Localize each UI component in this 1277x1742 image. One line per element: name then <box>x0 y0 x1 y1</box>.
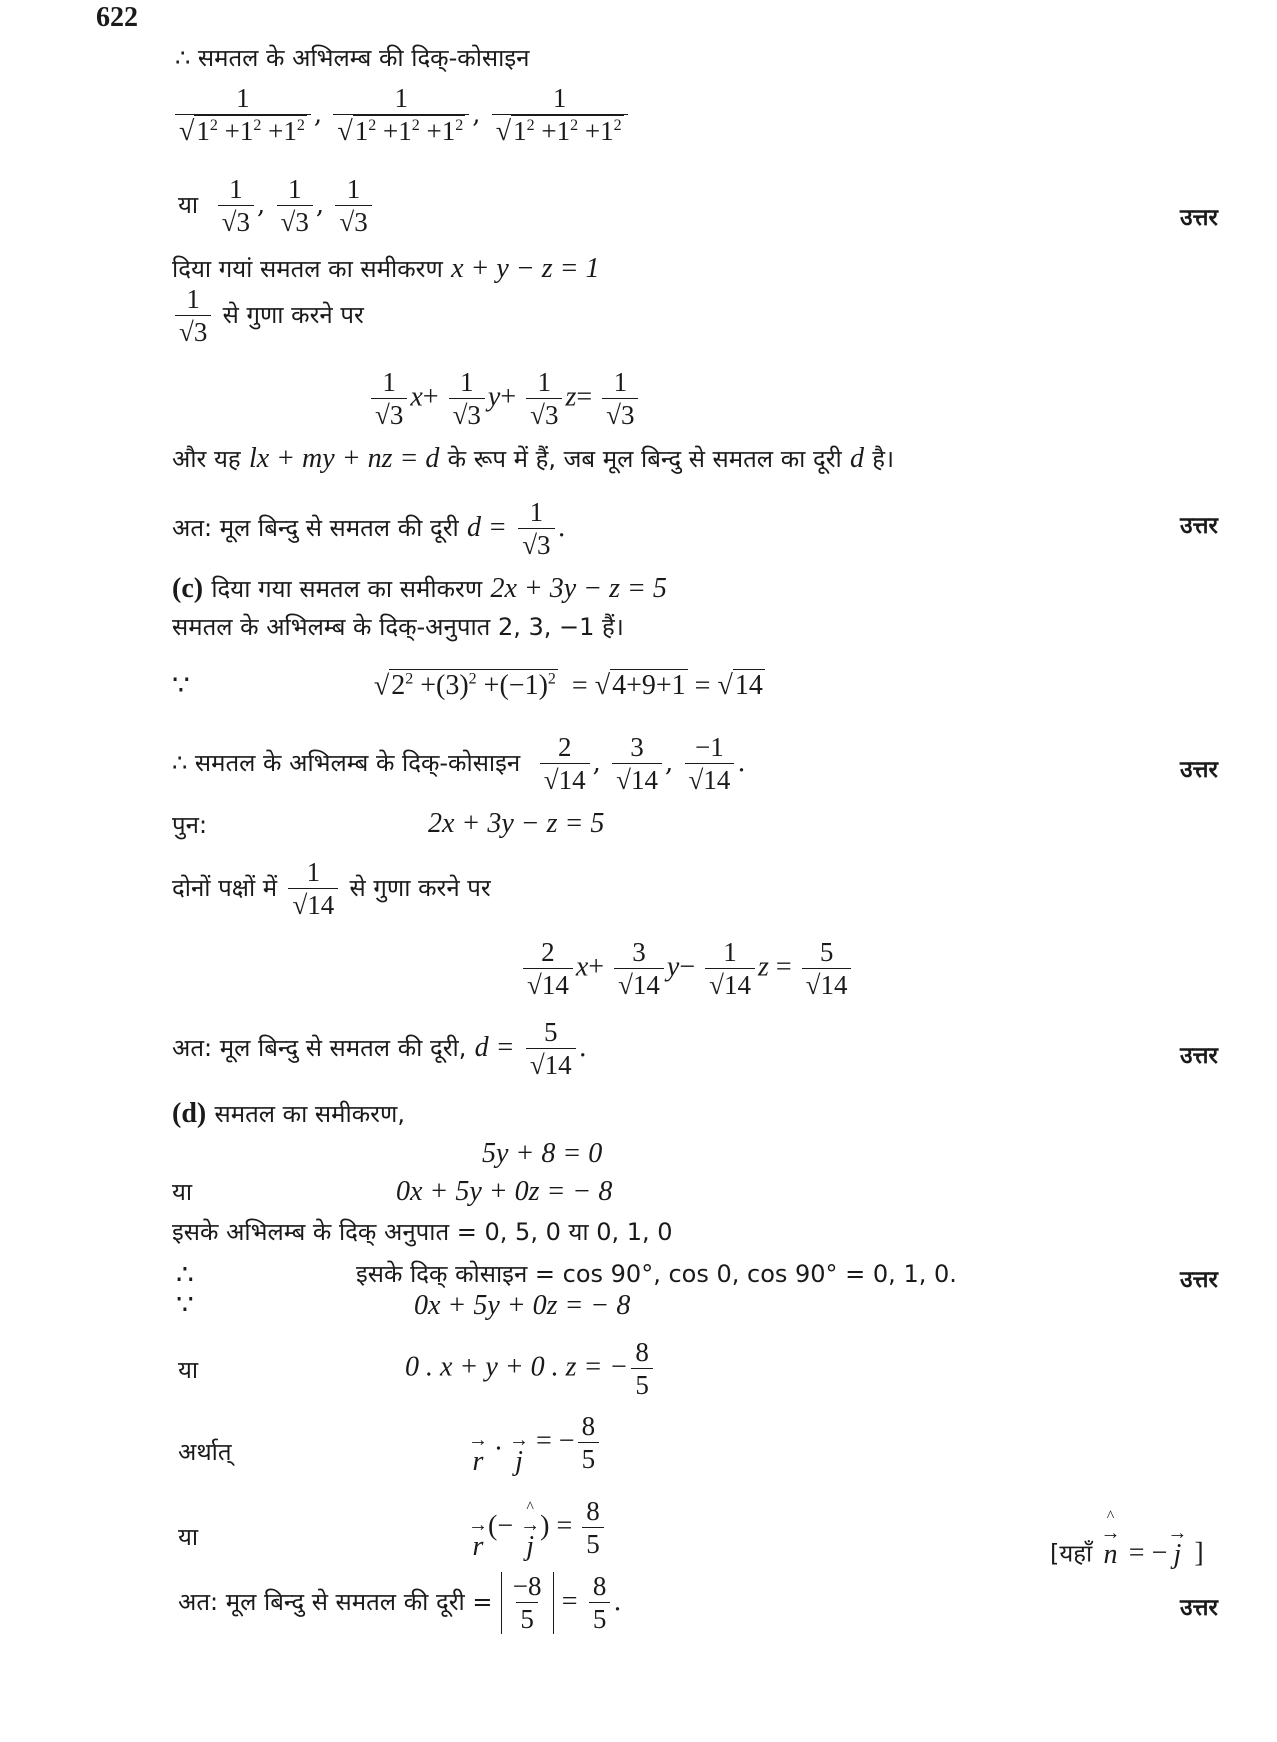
part-c-normalized-equation: $\frac{2}{√14}$ x+ $\frac{3}{√14}$ y− $\frac{1}{√14}$ z = $\frac{5}{√14}$ <box>520 938 854 1000</box>
part-c-multiply: दोनों पक्षों में $\frac{1}{√14}$ से गुणा करने पर <box>172 857 491 921</box>
given-plane-equation: दिया गयां समतल का समीकरण x + y − z = 1 <box>172 253 600 284</box>
normalized-equation: $\frac{1}{√3}$ x+ $\frac{1}{√3}$ y+ $\frac{1}{√3}$ z= $\frac{1}{√3}$ <box>368 368 641 430</box>
fraction: $\frac{1}{√1^2 +1^2 +1^2}$ <box>492 84 628 147</box>
direction-cosines-heading: ∴ समतल के अभिलम्ब की दिक्-कोसाइन <box>175 44 530 72</box>
fraction: $\frac{1}{√1^2 +1^2 +1^2}$ <box>175 84 311 147</box>
distance-result-b: अत: मूल बिन्दु से समतल की दूरी d = $\frac{1}{√3}$ . <box>172 497 566 561</box>
part-c-again-equation: 2x + 3y − z = 5 <box>428 808 605 839</box>
part-d-unit-vector-equation: → r (− ^ → j ) = $\frac{8}{5}$ <box>468 1497 607 1559</box>
answer-label: उत्तर <box>1180 1043 1218 1069</box>
because-symbol: ∵ <box>176 1290 194 1321</box>
part-d-vector-equation: → r . → j = − $\frac{8}{5}$ <box>468 1412 602 1474</box>
part-d-direction-cosines: इसके दिक् कोसाइन = cos 90°, cos 0, cos 90° = 0, 1, 0. <box>356 1260 957 1288</box>
part-d-expanded-equation: 0x + 5y + 0z = − 8 <box>396 1176 613 1207</box>
distance-result-d: अत: मूल बिन्दु से समतल की दूरी = $\frac{-8}{5}$ = $\frac{8}{5}$ . <box>178 1571 622 1635</box>
part-c-direction-ratios: समतल के अभिलम्ब के दिक्-अनुपात 2, 3, −1 हैं। <box>172 613 624 641</box>
normal-form-statement: और यह lx + my + nz = d के रूप में हैं, जब मूल बिन्दु से समतल का दूरी d है। <box>172 443 895 474</box>
part-c-equation: (c) दिया गया समतल का समीकरण 2x + 3y − z = 5 <box>172 573 667 604</box>
answer-label: उत्तर <box>1180 757 1218 783</box>
distance-result-c: अत: मूल बिन्दु से समतल की दूरी, d = $\frac{5}{√14}$ . <box>172 1017 587 1081</box>
part-d-or-3: या <box>178 1523 199 1551</box>
part-d-heading: (d) समतल का समीकरण, <box>172 1098 405 1129</box>
part-d-note: [यहाँ ^ → n = − → j ] <box>1050 1508 1204 1571</box>
simplified-direction-cosines: या $\frac{1}{√3}$ , $\frac{1}{√3}$ , $\frac{1}{√3}$ <box>178 175 375 237</box>
answer-label: उत्तर <box>1180 1267 1218 1293</box>
multiply-instruction: $\frac{1}{√3}$ से गुणा करने पर <box>172 285 364 347</box>
part-d-restated-equation: 0x + 5y + 0z = − 8 <box>414 1290 631 1321</box>
part-d-that-is: अर्थात् <box>178 1438 232 1466</box>
part-d-or-2: या <box>178 1356 199 1384</box>
part-d-direction-ratios: इसके अभिलम्ब के दिक् अनुपात = 0, 5, 0 या 0, 1, 0 <box>172 1218 673 1246</box>
part-c-again: पुन: <box>172 811 208 839</box>
part-c-direction-cosines: ∴ समतल के अभिलम्ब के दिक्-कोसाइन $\frac{2}{√14}$ , $\frac{3}{√14}$ , $\frac{-1}{√14}$ . <box>172 732 746 796</box>
page-number: 622 <box>96 2 138 33</box>
answer-label: उत्तर <box>1180 513 1218 539</box>
therefore-symbol: ∴ <box>176 1260 194 1291</box>
direction-cosines-fractions: $\frac{1}{√1^2 +1^2 +1^2}$ , $\frac{1}{√1^2 +1^2 +1^2}$ , $\frac{1}{√1^2 +1^2 +1^2}$ <box>172 84 631 147</box>
part-d-or: या <box>172 1178 193 1206</box>
fraction: $\frac{1}{√1^2 +1^2 +1^2}$ <box>333 84 469 147</box>
answer-label: उत्तर <box>1180 1595 1218 1621</box>
part-d-equation: 5y + 8 = 0 <box>482 1138 603 1169</box>
answer-label: उत्तर <box>1180 205 1218 231</box>
part-c-magnitude: ∵ $√2^2 +(3)^2 +(-1)^2 = √4+9+1 = √14$ <box>172 670 763 702</box>
part-d-divided-equation: 0 . x + y + 0 . z = − $\frac{8}{5}$ <box>405 1338 656 1400</box>
